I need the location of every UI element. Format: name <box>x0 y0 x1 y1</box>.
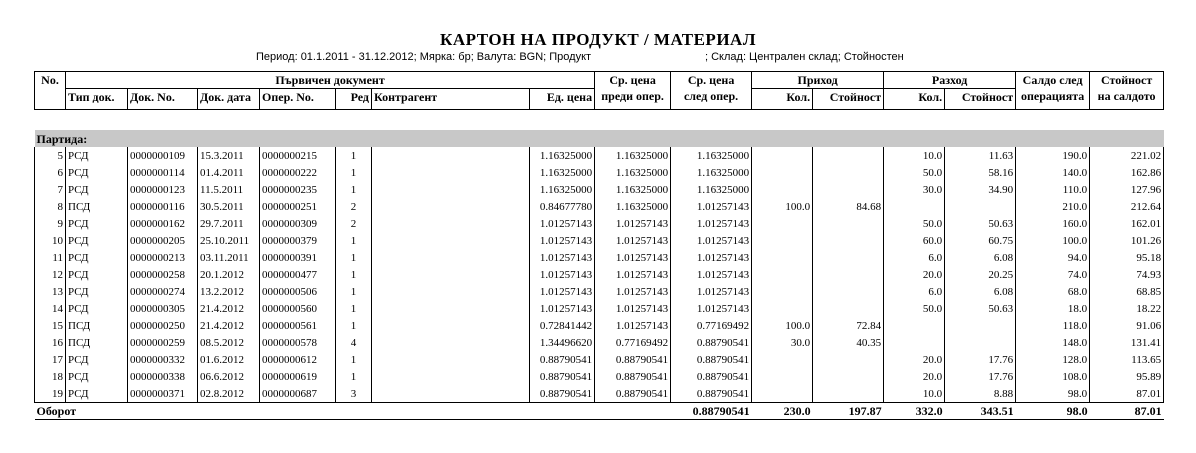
cell-doc-date: 06.6.2012 <box>198 368 260 385</box>
table-row <box>35 351 1164 368</box>
cell-outcome-value <box>945 317 1016 334</box>
cell-contractor <box>372 181 530 198</box>
header-primary-document: Първичен документ <box>66 72 595 89</box>
cell-contractor <box>372 317 530 334</box>
cell-avg-before: 1.16325000 <box>595 181 671 198</box>
cell-row: 4 <box>336 334 372 351</box>
cell-doc-date: 01.4.2011 <box>198 164 260 181</box>
cell-contractor <box>372 164 530 181</box>
cell-outcome-value: 20.25 <box>945 266 1016 283</box>
cell-avg-after: 1.01257143 <box>671 249 752 266</box>
table-body <box>35 110 1164 403</box>
cell-balance: 74.0 <box>1016 266 1090 283</box>
cell-no: 17 <box>35 351 66 368</box>
cell-unit-price: 1.01257143 <box>530 215 595 232</box>
cell-doc-no: 0000000259 <box>128 334 198 351</box>
cell-outcome-qty: 50.0 <box>884 164 945 181</box>
cell-unit-price: 1.16325000 <box>530 164 595 181</box>
cell-balance: 118.0 <box>1016 317 1090 334</box>
cell-avg-before: 0.88790541 <box>595 351 671 368</box>
cell-avg-before: 1.01257143 <box>595 266 671 283</box>
cell-contractor <box>372 249 530 266</box>
cell-row: 3 <box>336 385 372 403</box>
cell-balance: 94.0 <box>1016 249 1090 266</box>
cell-avg-after: 1.01257143 <box>671 198 752 215</box>
cell-doc-type: РСД <box>66 249 128 266</box>
cell-doc-no: 0000000109 <box>128 147 198 164</box>
cell-balance-value: 74.93 <box>1090 266 1164 283</box>
cell-doc-date: 21.4.2012 <box>198 317 260 334</box>
cell-row: 1 <box>336 266 372 283</box>
cell-outcome-qty: 50.0 <box>884 215 945 232</box>
cell-balance: 108.0 <box>1016 368 1090 385</box>
header-income: Приход <box>752 72 884 89</box>
cell-oper-no: 0000000561 <box>260 317 336 334</box>
cell-doc-type: ПСД <box>66 317 128 334</box>
cell-doc-date: 29.7.2011 <box>198 215 260 232</box>
cell-income-qty <box>752 181 813 198</box>
cell-doc-no: 0000000123 <box>128 181 198 198</box>
cell-balance: 160.0 <box>1016 215 1090 232</box>
cell-doc-no: 0000000371 <box>128 385 198 403</box>
cell-balance: 140.0 <box>1016 164 1090 181</box>
cell-outcome-value: 58.16 <box>945 164 1016 181</box>
cell-outcome-value: 11.63 <box>945 147 1016 164</box>
cell-no: 8 <box>35 198 66 215</box>
cell-unit-price: 1.01257143 <box>530 300 595 317</box>
header-doc-date: Док. дата <box>198 89 260 110</box>
cell-income-qty <box>752 368 813 385</box>
party-label: Партида: <box>35 130 1164 147</box>
cell-contractor <box>372 334 530 351</box>
cell-outcome-qty: 20.0 <box>884 266 945 283</box>
total-balance-value: 87.01 <box>1090 403 1164 420</box>
total-row <box>35 403 1164 420</box>
cell-no: 11 <box>35 249 66 266</box>
cell-avg-before: 0.88790541 <box>595 385 671 403</box>
cell-contractor <box>372 385 530 403</box>
cell-avg-after: 1.16325000 <box>671 181 752 198</box>
cell-no: 7 <box>35 181 66 198</box>
cell-income-value: 40.35 <box>813 334 884 351</box>
cell-unit-price: 1.34496620 <box>530 334 595 351</box>
cell-avg-after: 1.01257143 <box>671 283 752 300</box>
total-avg-after: 0.88790541 <box>671 403 752 420</box>
cell-avg-before: 0.88790541 <box>595 368 671 385</box>
cell-doc-no: 0000000250 <box>128 317 198 334</box>
cell-income-value <box>813 368 884 385</box>
cell-income-qty <box>752 385 813 403</box>
cell-income-value <box>813 147 884 164</box>
cell-oper-no: 0000000612 <box>260 351 336 368</box>
cell-outcome-qty: 10.0 <box>884 385 945 403</box>
cell-row: 1 <box>336 300 372 317</box>
cell-doc-no: 0000000258 <box>128 266 198 283</box>
cell-avg-after: 1.16325000 <box>671 164 752 181</box>
cell-income-value <box>813 215 884 232</box>
cell-row: 1 <box>336 249 372 266</box>
cell-contractor <box>372 232 530 249</box>
cell-outcome-qty: 60.0 <box>884 232 945 249</box>
cell-income-value <box>813 283 884 300</box>
table-row <box>35 334 1164 351</box>
cell-oper-no: 0000000251 <box>260 198 336 215</box>
product-card-table <box>34 71 1164 420</box>
cell-balance: 110.0 <box>1016 181 1090 198</box>
cell-unit-price: 1.16325000 <box>530 181 595 198</box>
total-outcome-value: 343.51 <box>945 403 1016 420</box>
cell-unit-price: 0.88790541 <box>530 385 595 403</box>
cell-oper-no: 0000000379 <box>260 232 336 249</box>
cell-income-value <box>813 385 884 403</box>
cell-unit-price: 0.88790541 <box>530 351 595 368</box>
cell-outcome-value: 50.63 <box>945 215 1016 232</box>
cell-income-value: 84.68 <box>813 198 884 215</box>
cell-balance-value: 162.01 <box>1090 215 1164 232</box>
cell-doc-no: 0000000205 <box>128 232 198 249</box>
table-row <box>35 368 1164 385</box>
cell-oper-no: 0000000619 <box>260 368 336 385</box>
cell-unit-price: 0.72841442 <box>530 317 595 334</box>
cell-income-qty: 100.0 <box>752 198 813 215</box>
cell-row: 1 <box>336 283 372 300</box>
table-row <box>35 249 1164 266</box>
cell-contractor <box>372 215 530 232</box>
cell-balance-value: 101.26 <box>1090 232 1164 249</box>
cell-avg-before: 1.16325000 <box>595 164 671 181</box>
cell-outcome-qty: 20.0 <box>884 368 945 385</box>
cell-no: 10 <box>35 232 66 249</box>
cell-outcome-qty <box>884 198 945 215</box>
cell-doc-type: РСД <box>66 181 128 198</box>
cell-oper-no: 0000000222 <box>260 164 336 181</box>
header-unit-price: Ед. цена <box>530 89 595 110</box>
cell-balance: 148.0 <box>1016 334 1090 351</box>
cell-outcome-value: 6.08 <box>945 249 1016 266</box>
cell-doc-type: РСД <box>66 215 128 232</box>
cell-doc-date: 08.5.2012 <box>198 334 260 351</box>
table-row <box>35 317 1164 334</box>
header-outcome-value: Стойност <box>945 89 1016 110</box>
cell-avg-before: 1.16325000 <box>595 198 671 215</box>
cell-unit-price: 1.01257143 <box>530 232 595 249</box>
cell-doc-date: 01.6.2012 <box>198 351 260 368</box>
header-avg-after: Ср. цена след опер. <box>671 72 752 110</box>
cell-avg-after: 1.01257143 <box>671 232 752 249</box>
header-balance: Салдо след операцията <box>1016 72 1090 110</box>
table-row <box>35 147 1164 164</box>
cell-row: 2 <box>336 198 372 215</box>
cell-unit-price: 1.01257143 <box>530 283 595 300</box>
cell-outcome-value <box>945 198 1016 215</box>
cell-outcome-value: 6.08 <box>945 283 1016 300</box>
cell-doc-type: РСД <box>66 266 128 283</box>
cell-income-qty: 100.0 <box>752 317 813 334</box>
report-subtitle-right: ; Склад: Централен склад; Стойностен <box>705 51 904 63</box>
cell-row: 1 <box>336 317 372 334</box>
cell-income-qty: 30.0 <box>752 334 813 351</box>
cell-doc-type: РСД <box>66 385 128 403</box>
cell-doc-date: 30.5.2011 <box>198 198 260 215</box>
cell-doc-no: 0000000114 <box>128 164 198 181</box>
table-row <box>35 164 1164 181</box>
cell-no: 6 <box>35 164 66 181</box>
cell-no: 14 <box>35 300 66 317</box>
cell-contractor <box>372 283 530 300</box>
cell-contractor <box>372 198 530 215</box>
header-income-qty: Кол. <box>752 89 813 110</box>
cell-balance: 128.0 <box>1016 351 1090 368</box>
cell-row: 1 <box>336 164 372 181</box>
table-row <box>35 215 1164 232</box>
cell-avg-before: 1.01257143 <box>595 215 671 232</box>
cell-balance-value: 18.22 <box>1090 300 1164 317</box>
cell-unit-price: 1.01257143 <box>530 266 595 283</box>
cell-avg-before: 0.77169492 <box>595 334 671 351</box>
cell-no: 12 <box>35 266 66 283</box>
cell-doc-date: 21.4.2012 <box>198 300 260 317</box>
cell-outcome-qty: 10.0 <box>884 147 945 164</box>
cell-oper-no: 0000000215 <box>260 147 336 164</box>
cell-avg-before: 1.01257143 <box>595 283 671 300</box>
cell-outcome-qty: 50.0 <box>884 300 945 317</box>
header-doc-no: Док. No. <box>128 89 198 110</box>
cell-contractor <box>372 300 530 317</box>
cell-doc-date: 03.11.2011 <box>198 249 260 266</box>
cell-balance-value: 91.06 <box>1090 317 1164 334</box>
table-row <box>35 385 1164 403</box>
cell-avg-before: 1.01257143 <box>595 300 671 317</box>
cell-balance: 98.0 <box>1016 385 1090 403</box>
cell-balance-value: 221.02 <box>1090 147 1164 164</box>
header-row: Ред <box>336 89 372 110</box>
cell-income-qty <box>752 300 813 317</box>
cell-doc-type: РСД <box>66 300 128 317</box>
cell-no: 19 <box>35 385 66 403</box>
cell-contractor <box>372 266 530 283</box>
cell-balance-value: 68.85 <box>1090 283 1164 300</box>
cell-doc-type: РСД <box>66 232 128 249</box>
cell-oper-no: 0000000687 <box>260 385 336 403</box>
cell-income-qty <box>752 215 813 232</box>
cell-doc-date: 11.5.2011 <box>198 181 260 198</box>
cell-avg-before: 1.01257143 <box>595 317 671 334</box>
cell-income-qty <box>752 266 813 283</box>
cell-avg-before: 1.16325000 <box>595 147 671 164</box>
cell-outcome-value: 17.76 <box>945 368 1016 385</box>
cell-outcome-value: 17.76 <box>945 351 1016 368</box>
cell-doc-date: 02.8.2012 <box>198 385 260 403</box>
header-no: No. <box>35 72 66 110</box>
cell-doc-no: 0000000162 <box>128 215 198 232</box>
cell-no: 18 <box>35 368 66 385</box>
cell-outcome-value: 34.90 <box>945 181 1016 198</box>
table-row <box>35 198 1164 215</box>
cell-balance: 100.0 <box>1016 232 1090 249</box>
cell-row: 1 <box>336 368 372 385</box>
cell-doc-no: 0000000338 <box>128 368 198 385</box>
total-label: Оборот <box>35 403 198 420</box>
cell-no: 15 <box>35 317 66 334</box>
cell-contractor <box>372 147 530 164</box>
cell-doc-no: 0000000305 <box>128 300 198 317</box>
cell-oper-no: 0000000506 <box>260 283 336 300</box>
cell-row: 1 <box>336 351 372 368</box>
cell-no: 9 <box>35 215 66 232</box>
cell-doc-no: 0000000274 <box>128 283 198 300</box>
cell-balance-value: 87.01 <box>1090 385 1164 403</box>
cell-balance: 68.0 <box>1016 283 1090 300</box>
cell-doc-no: 0000000332 <box>128 351 198 368</box>
cell-oper-no: 0000000309 <box>260 215 336 232</box>
cell-income-qty <box>752 232 813 249</box>
cell-balance-value: 212.64 <box>1090 198 1164 215</box>
cell-income-value <box>813 351 884 368</box>
header-income-value: Стойност <box>813 89 884 110</box>
cell-doc-type: ПСД <box>66 334 128 351</box>
header-outcome: Разход <box>884 72 1016 89</box>
cell-doc-type: РСД <box>66 368 128 385</box>
cell-income-qty <box>752 147 813 164</box>
cell-no: 16 <box>35 334 66 351</box>
cell-outcome-qty: 6.0 <box>884 283 945 300</box>
cell-avg-after: 0.88790541 <box>671 368 752 385</box>
cell-balance: 190.0 <box>1016 147 1090 164</box>
cell-unit-price: 0.88790541 <box>530 368 595 385</box>
total-income-qty: 230.0 <box>752 403 813 420</box>
cell-avg-after: 1.01257143 <box>671 215 752 232</box>
cell-avg-before: 1.01257143 <box>595 249 671 266</box>
cell-contractor <box>372 351 530 368</box>
cell-oper-no: 0000000235 <box>260 181 336 198</box>
header-balance-value: Стойност на салдото <box>1090 72 1164 110</box>
cell-outcome-value: 50.63 <box>945 300 1016 317</box>
cell-income-value: 72.84 <box>813 317 884 334</box>
cell-avg-after: 1.01257143 <box>671 266 752 283</box>
cell-avg-after: 0.88790541 <box>671 334 752 351</box>
cell-oper-no: 0000000560 <box>260 300 336 317</box>
cell-doc-type: РСД <box>66 164 128 181</box>
cell-oper-no: 0000000578 <box>260 334 336 351</box>
cell-balance-value: 95.18 <box>1090 249 1164 266</box>
cell-income-qty <box>752 351 813 368</box>
cell-income-qty <box>752 283 813 300</box>
cell-outcome-qty: 20.0 <box>884 351 945 368</box>
cell-income-value <box>813 232 884 249</box>
cell-doc-type: РСД <box>66 351 128 368</box>
cell-avg-before: 1.01257143 <box>595 232 671 249</box>
cell-income-qty <box>752 249 813 266</box>
report-subtitle-left: Период: 01.1.2011 - 31.12.2012; Мярка: бр; Валута: BGN; Продукт <box>256 51 592 63</box>
header-avg-before: Ср. цена преди опер. <box>595 72 671 110</box>
cell-balance-value: 113.65 <box>1090 351 1164 368</box>
table-row <box>35 266 1164 283</box>
cell-avg-after: 1.01257143 <box>671 300 752 317</box>
header-contractor: Контрагент <box>372 89 530 110</box>
cell-income-value <box>813 181 884 198</box>
cell-unit-price: 0.84677780 <box>530 198 595 215</box>
cell-avg-after: 0.88790541 <box>671 351 752 368</box>
table-row <box>35 181 1164 198</box>
cell-oper-no: 0000000477 <box>260 266 336 283</box>
total-balance: 98.0 <box>1016 403 1090 420</box>
cell-outcome-qty <box>884 317 945 334</box>
cell-balance: 210.0 <box>1016 198 1090 215</box>
cell-balance-value: 95.89 <box>1090 368 1164 385</box>
cell-income-value <box>813 249 884 266</box>
cell-no: 5 <box>35 147 66 164</box>
cell-income-value <box>813 164 884 181</box>
cell-contractor <box>372 368 530 385</box>
cell-doc-no: 0000000213 <box>128 249 198 266</box>
cell-outcome-value <box>945 334 1016 351</box>
cell-row: 1 <box>336 181 372 198</box>
cell-oper-no: 0000000391 <box>260 249 336 266</box>
table-row <box>35 232 1164 249</box>
cell-doc-type: РСД <box>66 283 128 300</box>
cell-row: 2 <box>336 215 372 232</box>
table-row <box>35 300 1164 317</box>
cell-doc-no: 0000000116 <box>128 198 198 215</box>
report-title: КАРТОН НА ПРОДУКТ / МАТЕРИАЛ <box>440 30 756 49</box>
cell-unit-price: 1.16325000 <box>530 147 595 164</box>
cell-doc-type: РСД <box>66 147 128 164</box>
total-income-value: 197.87 <box>813 403 884 420</box>
cell-avg-after: 0.88790541 <box>671 385 752 403</box>
cell-doc-date: 20.1.2012 <box>198 266 260 283</box>
header-outcome-qty: Кол. <box>884 89 945 110</box>
cell-income-value <box>813 300 884 317</box>
cell-no: 13 <box>35 283 66 300</box>
cell-doc-type: ПСД <box>66 198 128 215</box>
cell-outcome-qty: 6.0 <box>884 249 945 266</box>
cell-avg-after: 0.77169492 <box>671 317 752 334</box>
total-outcome-qty: 332.0 <box>884 403 945 420</box>
cell-income-qty <box>752 164 813 181</box>
cell-income-value <box>813 266 884 283</box>
cell-row: 1 <box>336 147 372 164</box>
cell-avg-after: 1.16325000 <box>671 147 752 164</box>
cell-balance-value: 162.86 <box>1090 164 1164 181</box>
cell-balance: 18.0 <box>1016 300 1090 317</box>
cell-outcome-value: 8.88 <box>945 385 1016 403</box>
cell-doc-date: 15.3.2011 <box>198 147 260 164</box>
cell-doc-date: 13.2.2012 <box>198 283 260 300</box>
cell-outcome-qty: 30.0 <box>884 181 945 198</box>
cell-row: 1 <box>336 232 372 249</box>
cell-outcome-value: 60.75 <box>945 232 1016 249</box>
cell-balance-value: 131.41 <box>1090 334 1164 351</box>
table-row <box>35 283 1164 300</box>
cell-doc-date: 25.10.2011 <box>198 232 260 249</box>
header-oper-no: Опер. No. <box>260 89 336 110</box>
cell-unit-price: 1.01257143 <box>530 249 595 266</box>
cell-outcome-qty <box>884 334 945 351</box>
cell-balance-value: 127.96 <box>1090 181 1164 198</box>
header-doc-type: Тип док. <box>66 89 128 110</box>
